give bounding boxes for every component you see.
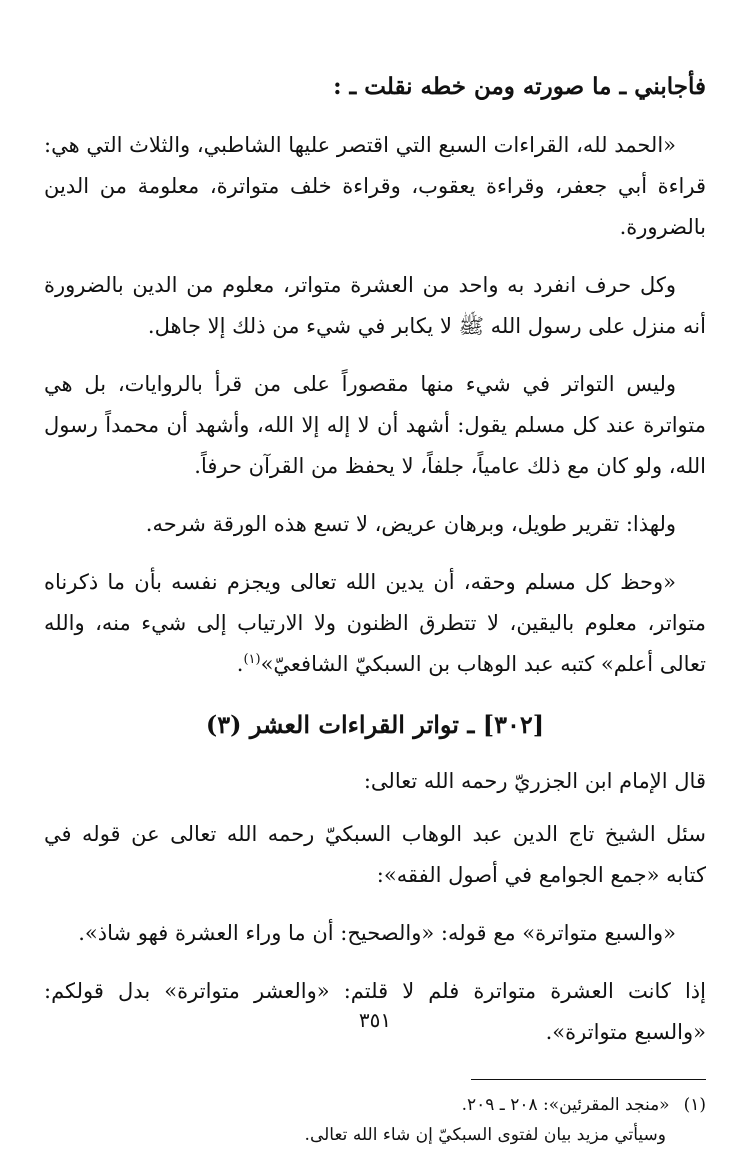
footnote xyxy=(44,1090,706,1120)
paragraph: وليس التواتر في شيء منها مقصوراً على من قرأ بالروايات، بل هي متواترة عند كل مسلم يقول: أشهد أن لا إله إلا الله، وأشهد أن محمداً رسول الله، ولو كان مع ذلك عامياً، جلفاً، لا يحفظ من القرآن حرفاً. xyxy=(44,372,706,478)
paragraph: سئل الشيخ تاج الدين عبد الوهاب السبكيّ رحمه الله تعالى عن قوله في كتابه «جمع الجوامع في أصول الفقه»: xyxy=(44,822,706,887)
footnote-divider xyxy=(471,1079,706,1080)
paragraph: وكل حرف انفرد به واحد من العشرة متواتر، معلوم من الدين بالضرورة أنه منزل على رسول الله ﷺ لا يكابر في شيء من ذلك إلا جاهل. xyxy=(44,273,706,338)
section-title: [٣٠٢] ـ تواتر القراءات العشر (٣) xyxy=(205,710,545,739)
footnote-continuation: وسيأتي مزيد بيان لفتوى السبكيّ إن شاء الله تعالى. xyxy=(304,1125,666,1145)
page-number: ٣٥١ xyxy=(358,1008,392,1032)
heading: فأجابني ـ ما صورته ومن خطه نقلت ـ : xyxy=(333,73,706,100)
paragraph-with-footnote: «وحظ كل مسلم وحقه، أن يدين الله تعالى ويجزم نفسه بأن ما ذكرناه متواتر، معلوم باليقين، لا تتطرق الظنون ولا الارتياب إلى شيء منه، والله تعالى أعلم» كتبه عبد الوهاب بن السبكيّ الشافعيّ»$^{(١)}$. xyxy=(44,570,706,676)
paragraph: قال الإمام ابن الجزريّ رحمه الله تعالى: xyxy=(363,769,706,793)
paragraph: إذا كانت العشرة متواترة فلم لا قلتم: «والعشر متواترة» بدل قولكم: «والسبع متواترة». xyxy=(44,979,706,1044)
footnote-text: «منجد المقرئين»: ٢٠٨ ـ ٢٠٩. xyxy=(461,1095,670,1115)
footnote-reference: (١) xyxy=(243,652,261,667)
paragraph: «والسبع متواترة» مع قوله: «والصحيح: أن ما وراء العشرة فهو شاذ». xyxy=(78,921,676,945)
paragraph-text: «وحظ كل مسلم وحقه، أن يدين الله تعالى ويجزم نفسه بأن ما ذكرناه متواتر، معلوم باليقين، لا تتطرق الظنون ولا الارتياب إلى شيء منه، والله تعالى أعلم» كتبه عبد الوهاب بن السبكيّ الشافعيّ» xyxy=(44,570,706,676)
paragraph: ولهذا: تقرير طويل، وبرهان عريض، لا تسع هذه الورقة شرحه. xyxy=(145,512,676,536)
footnote-number: (١) xyxy=(683,1095,706,1115)
paragraph: «الحمد لله، القراءات السبع التي اقتصر عليها الشاطبي، والثلاث التي هي: قراءة أبي جعفر، وقراءة يعقوب، وقراءة خلف متواترة، معلومة من الدين بالضرورة. xyxy=(44,133,706,239)
